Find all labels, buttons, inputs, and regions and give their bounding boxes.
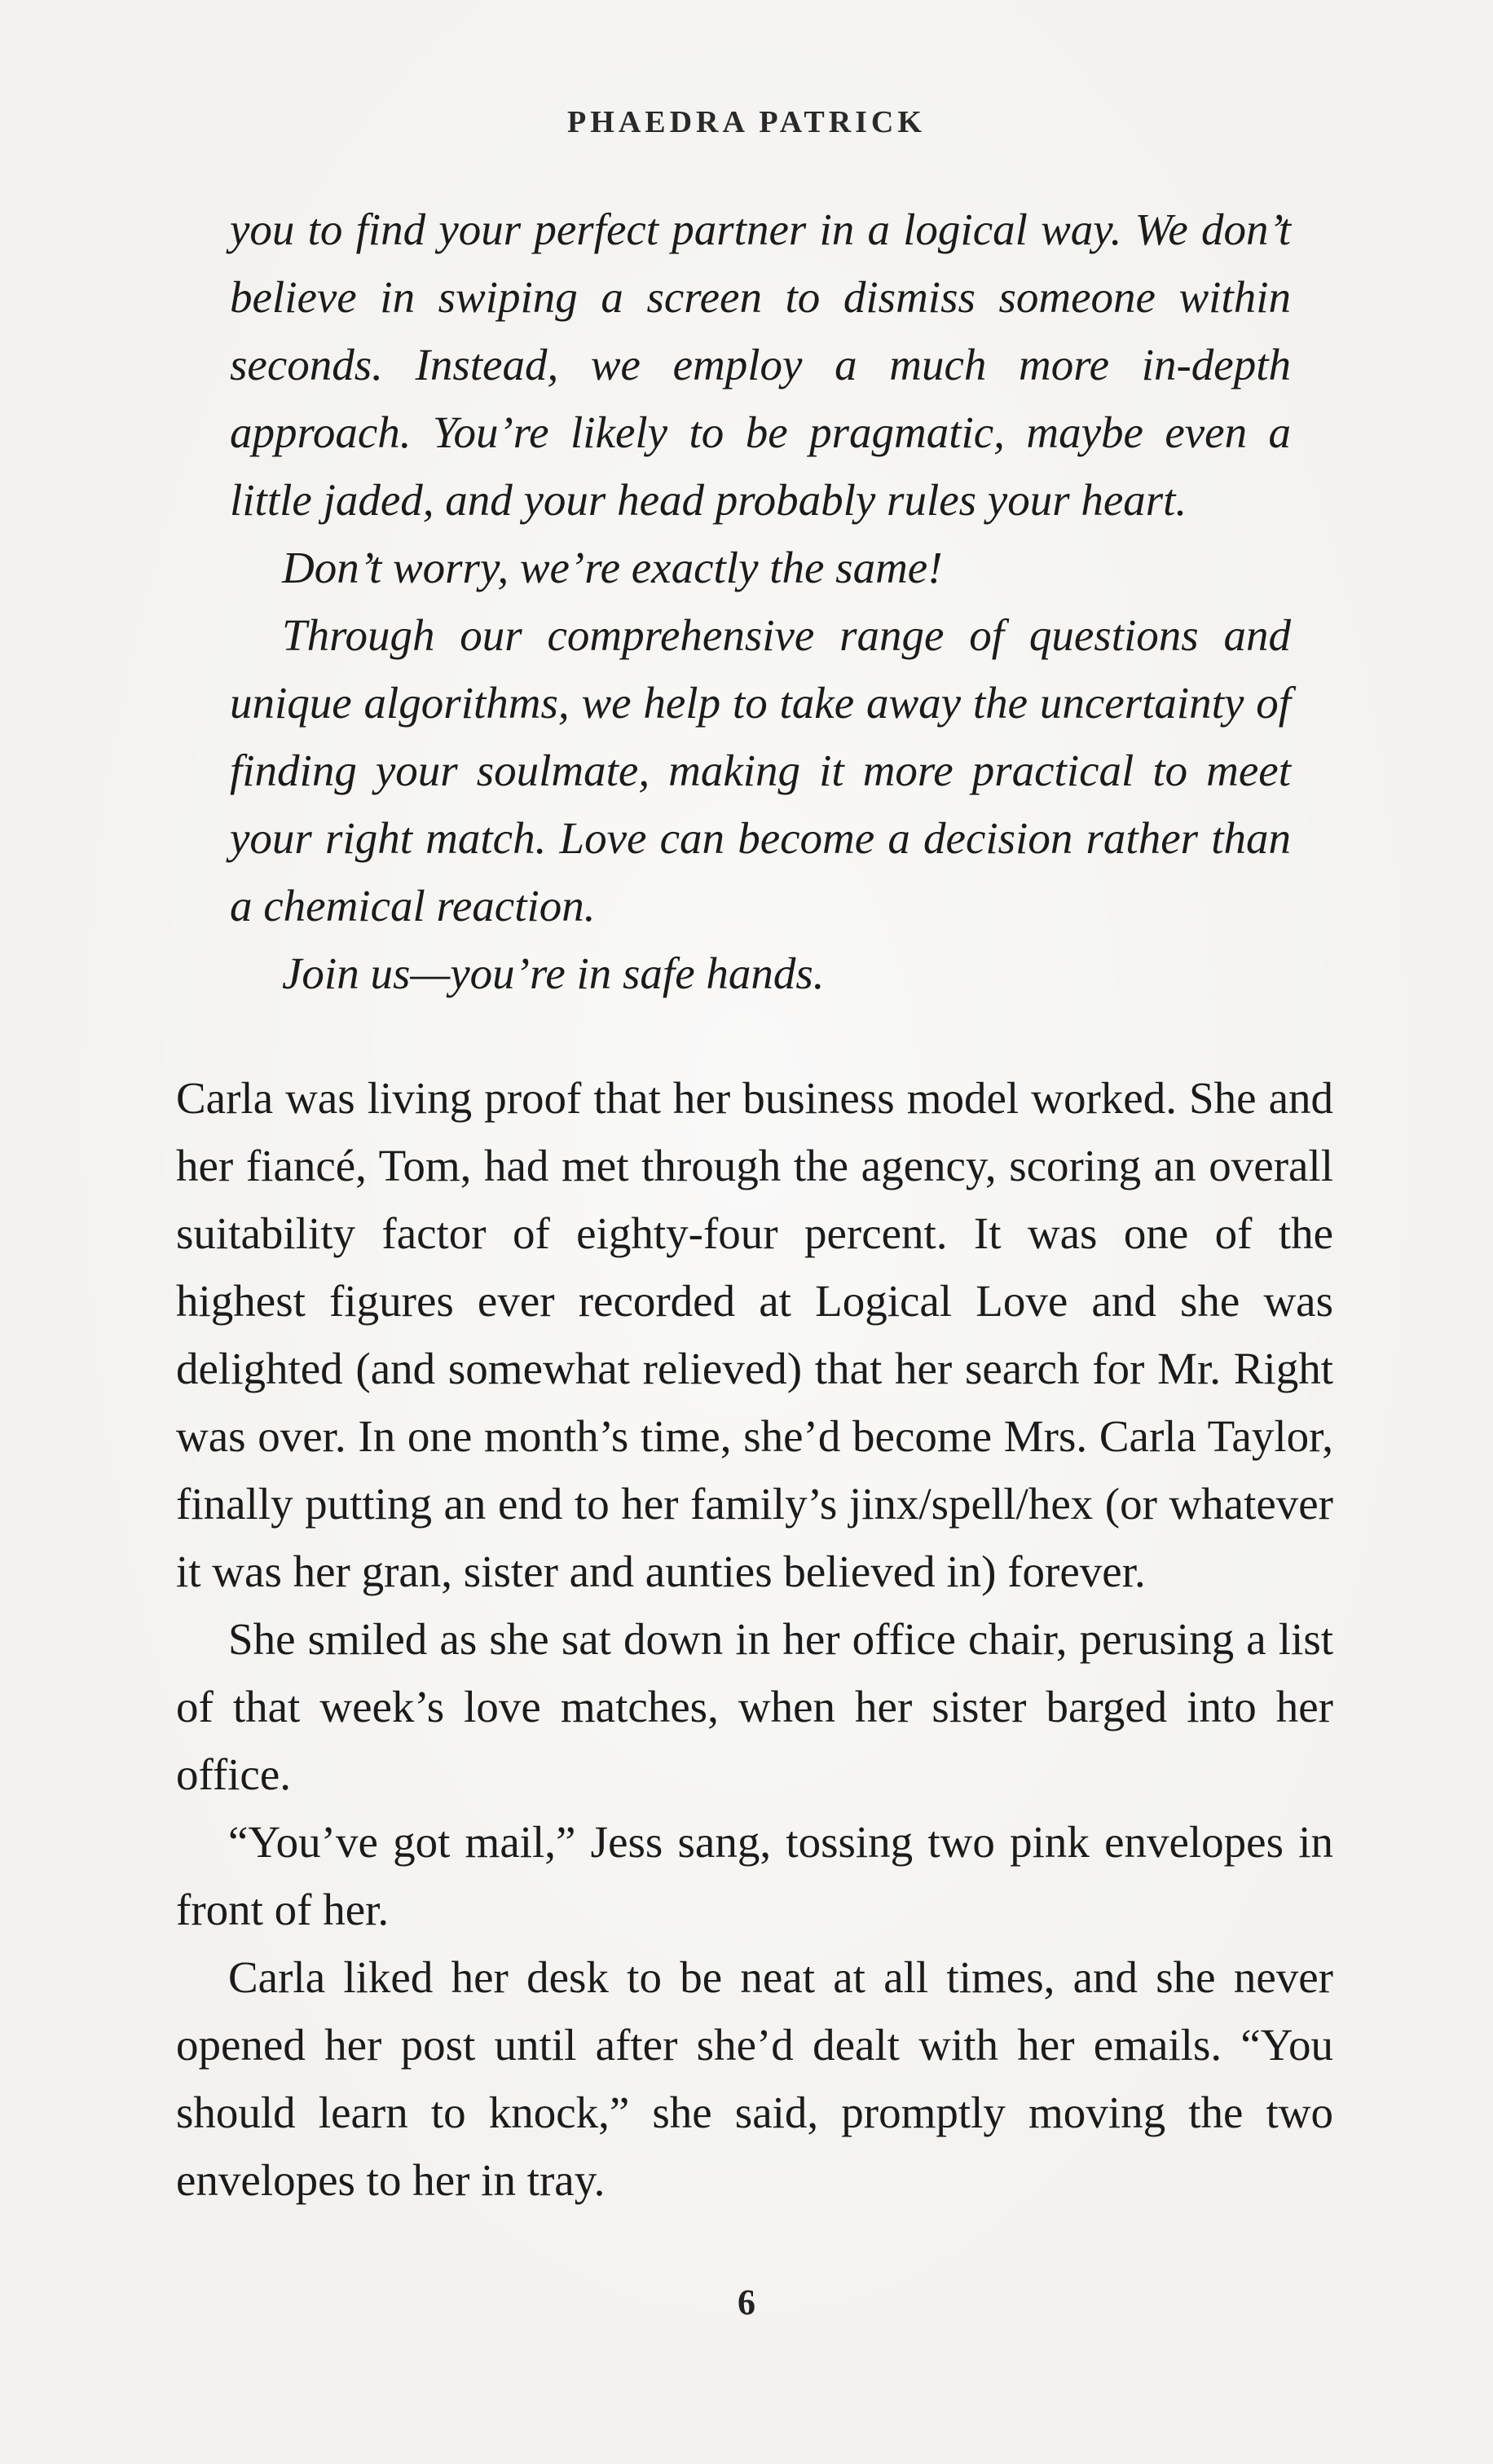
- page-number: 6: [738, 2282, 755, 2322]
- running-head: PHAEDRA PATRICK: [567, 105, 926, 139]
- body-paragraph: Carla was living proof that her business model worked. She and her fiancé, Tom, had met through the agency, scoring an overall suitability factor of eighty-four percent. It was one of the highest figures ever recorded at Logical Love and she was delighted (and somewhat relieved) that her search for Mr. Right was over. In one month’s time, she’d become Mrs. Carla Taylor, finally putting an end to her family’s jinx/spell/hex (or whatever it was her gran, sister and aunties believed in) forever.: [176, 1073, 1333, 1596]
- italic-quoted-text: [230, 196, 1291, 1007]
- italic-paragraph: Through our comprehensive range of questions and unique algorithms, we help to take away the uncertainty of finding your soulmate, making it more practical to meet your right match. Love can become a decision rather than a chemical reaction.: [230, 610, 1291, 931]
- body-text: [176, 1064, 1333, 2214]
- italic-paragraph: Join us—you’re in safe hands.: [282, 948, 825, 998]
- italic-paragraph: you to find your perfect partner in a logical way. We don’t believe in swiping a screen to dismiss someone within seconds. Instead, we employ a much more in-depth approach. You’re likely to be pragmatic, maybe even a little jaded, and your head probably rules your heart.: [230, 205, 1291, 525]
- body-paragraph: She smiled as she sat down in her office chair, perusing a list of that week’s love matches, when her sister barged into her office.: [176, 1614, 1333, 1799]
- body-paragraph: “You’ve got mail,” Jess sang, tossing two pink envelopes in front of her.: [176, 1817, 1333, 1934]
- italic-paragraph: Don’t worry, we’re exactly the same!: [282, 543, 943, 592]
- body-paragraph: Carla liked her desk to be neat at all times, and she never opened her post until after she’d dealt with her emails. “You should learn to knock,” she said, promptly moving the two envelopes to her in tray.: [176, 1952, 1333, 2205]
